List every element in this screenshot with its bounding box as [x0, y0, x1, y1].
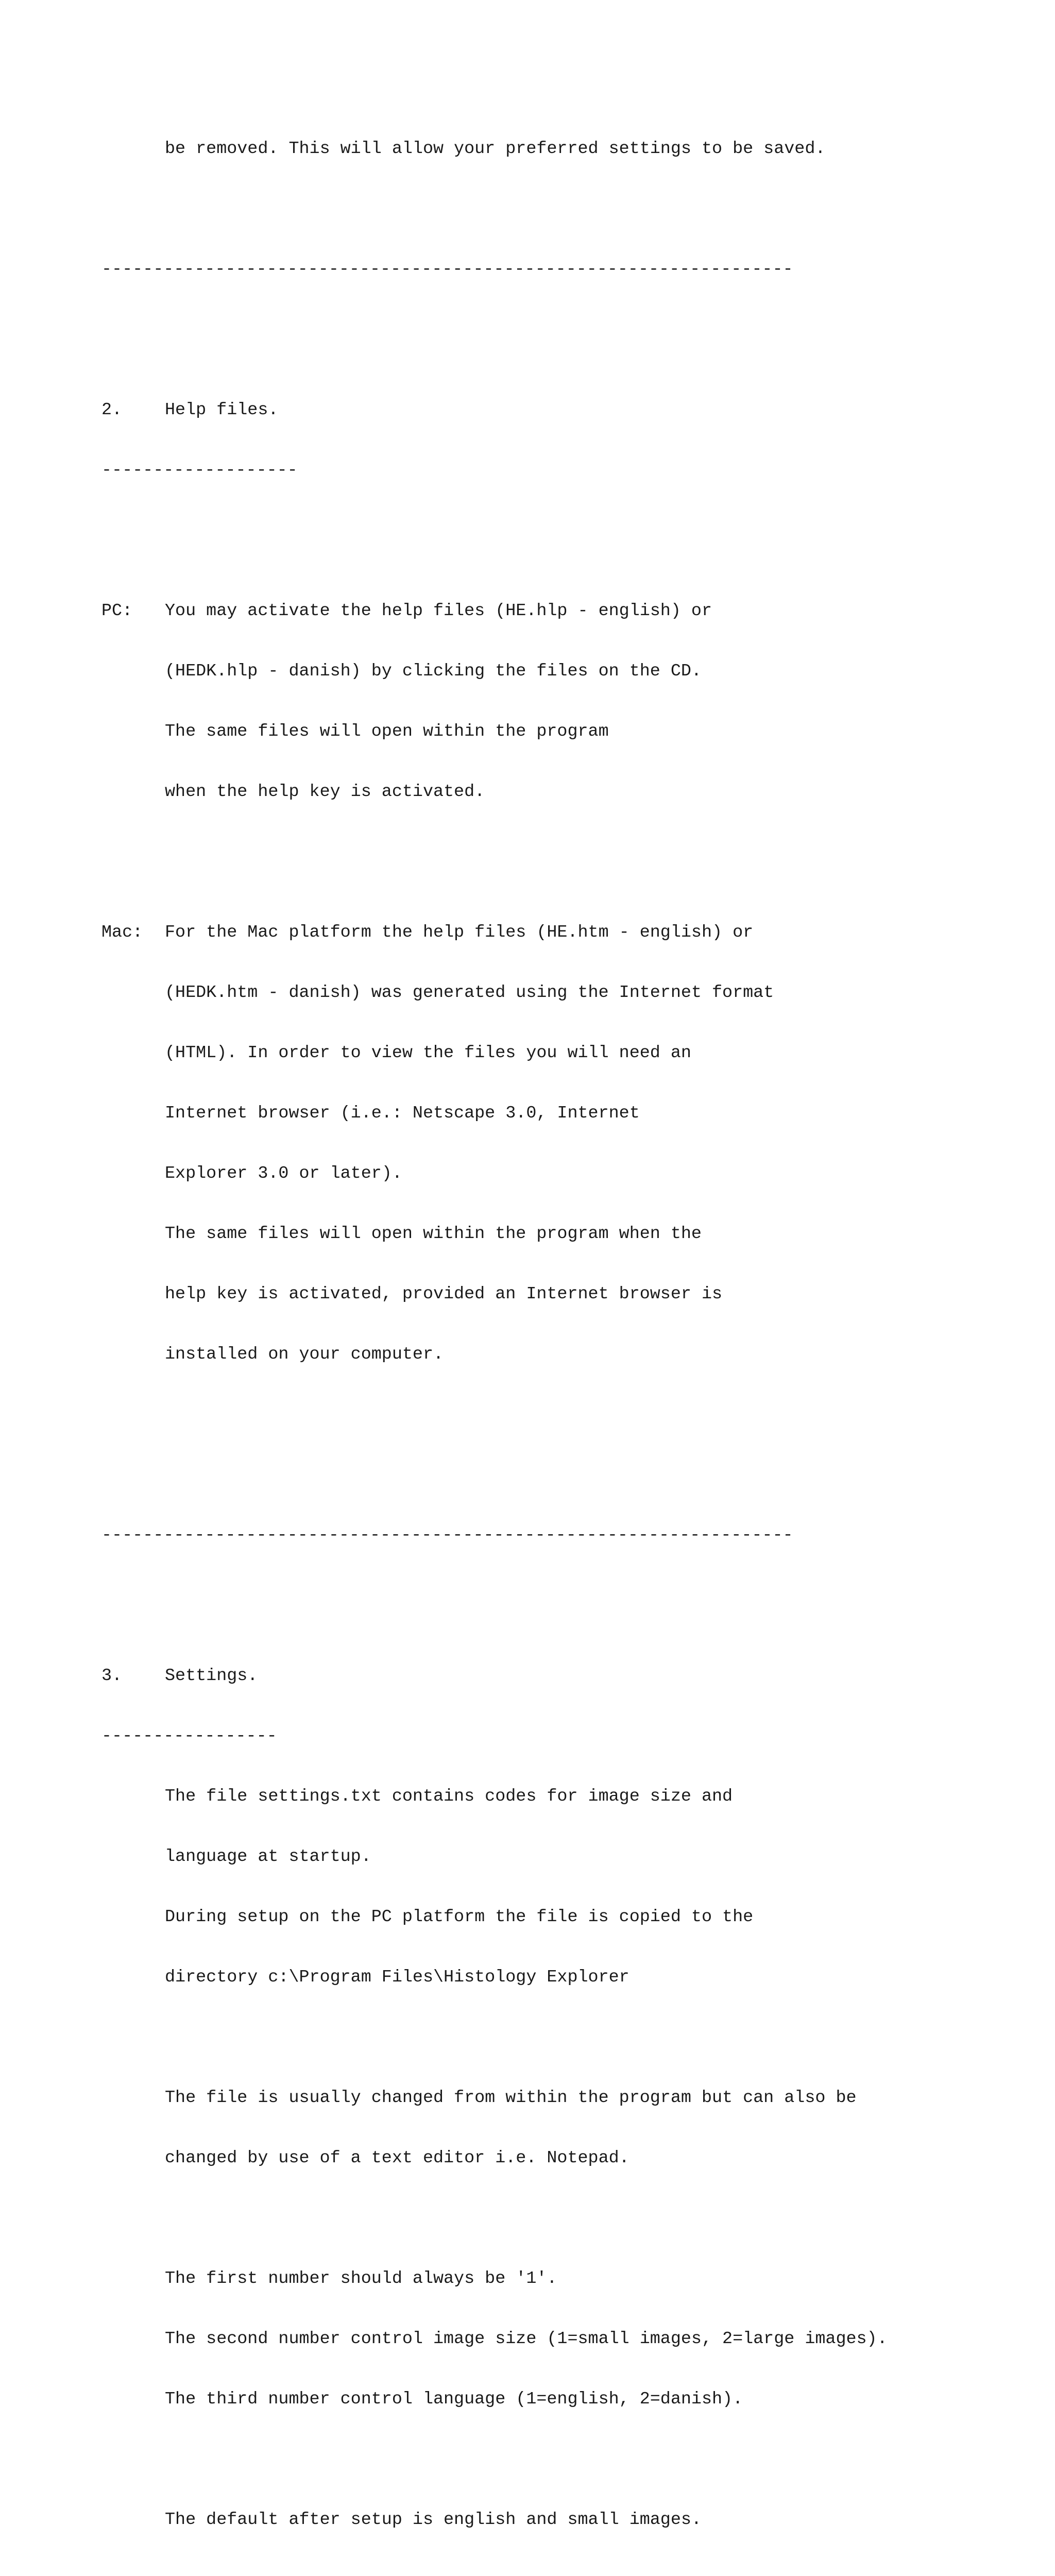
- settings-line: The file is usually changed from within the program but can also be: [165, 2088, 857, 2108]
- blank-line: [101, 2028, 1039, 2048]
- section-3-underline: -----------------: [101, 1726, 277, 1746]
- blank-line: [101, 2450, 1039, 2470]
- settings-line: changed by use of a text editor i.e. Notepad.: [165, 2148, 629, 2168]
- settings-line: The second number control image size (1=small images, 2=large images).: [165, 2329, 888, 2349]
- pc-help-line: when the help key is activated.: [165, 782, 485, 802]
- mac-help-line: Mac: For the Mac platform the help files (HE.htm - english) or: [101, 923, 754, 942]
- section-2-underline: -------------------: [101, 461, 298, 480]
- blank-line: [101, 1465, 1039, 1485]
- mac-help-line: installed on your computer.: [165, 1345, 444, 1364]
- blank-line: [101, 521, 1039, 541]
- mac-help-line: (HTML). In order to view the files you will need an: [165, 1043, 691, 1063]
- blank-line: [101, 199, 1039, 219]
- pc-help-line: PC: You may activate the help files (HE.hlp - english) or: [101, 601, 712, 621]
- readme-document: [101, 99, 1039, 2576]
- mac-help-line: Internet browser (i.e.: Netscape 3.0, Internet: [165, 1104, 640, 1123]
- section-3-title: Settings.: [165, 1666, 258, 1686]
- blank-line: [101, 320, 1039, 340]
- mac-label: Mac:: [101, 923, 143, 942]
- settings-line: language at startup.: [165, 1847, 371, 1867]
- section-2-heading: [101, 400, 1039, 420]
- section-2-title: Help files.: [165, 400, 279, 420]
- section-divider: -------------------------------------------------------------------: [101, 1526, 793, 1545]
- mac-help-line: The same files will open within the program when the: [165, 1224, 702, 1244]
- settings-line: During setup on the PC platform the file is copied to the: [165, 1907, 754, 1927]
- section-2-number: 2.: [101, 400, 123, 420]
- mac-help-line: Explorer 3.0 or later).: [165, 1164, 402, 1183]
- blank-line: [101, 842, 1039, 862]
- blank-line: [101, 1586, 1039, 1606]
- mac-help-line: (HEDK.htm - danish) was generated using the Internet format: [165, 983, 774, 1003]
- pc-help-line: (HEDK.hlp - danish) by clicking the files on the CD.: [165, 662, 702, 681]
- section-3-number: 3.: [101, 1666, 123, 1686]
- mac-help-line: help key is activated, provided an Internet browser is: [165, 1284, 723, 1304]
- settings-line: The file settings.txt contains codes for image size and: [165, 1787, 733, 1806]
- blank-line: [101, 2570, 1039, 2576]
- settings-line: The third number control language (1=english, 2=danish).: [165, 2389, 743, 2409]
- pc-label: PC:: [101, 601, 133, 621]
- settings-line: The default after setup is english and small images.: [165, 2510, 702, 2530]
- pc-help-line: The same files will open within the program: [165, 722, 609, 741]
- intro-continuation: be removed. This will allow your preferred settings to be saved.: [165, 139, 826, 159]
- section-divider: -------------------------------------------------------------------: [101, 260, 793, 279]
- settings-line: directory c:\Program Files\Histology Explorer: [165, 1968, 629, 1987]
- section-3-heading: [101, 1666, 1039, 1686]
- blank-line: [101, 1405, 1039, 1425]
- blank-line: [101, 2209, 1039, 2229]
- settings-line: The first number should always be '1'.: [165, 2269, 557, 2289]
